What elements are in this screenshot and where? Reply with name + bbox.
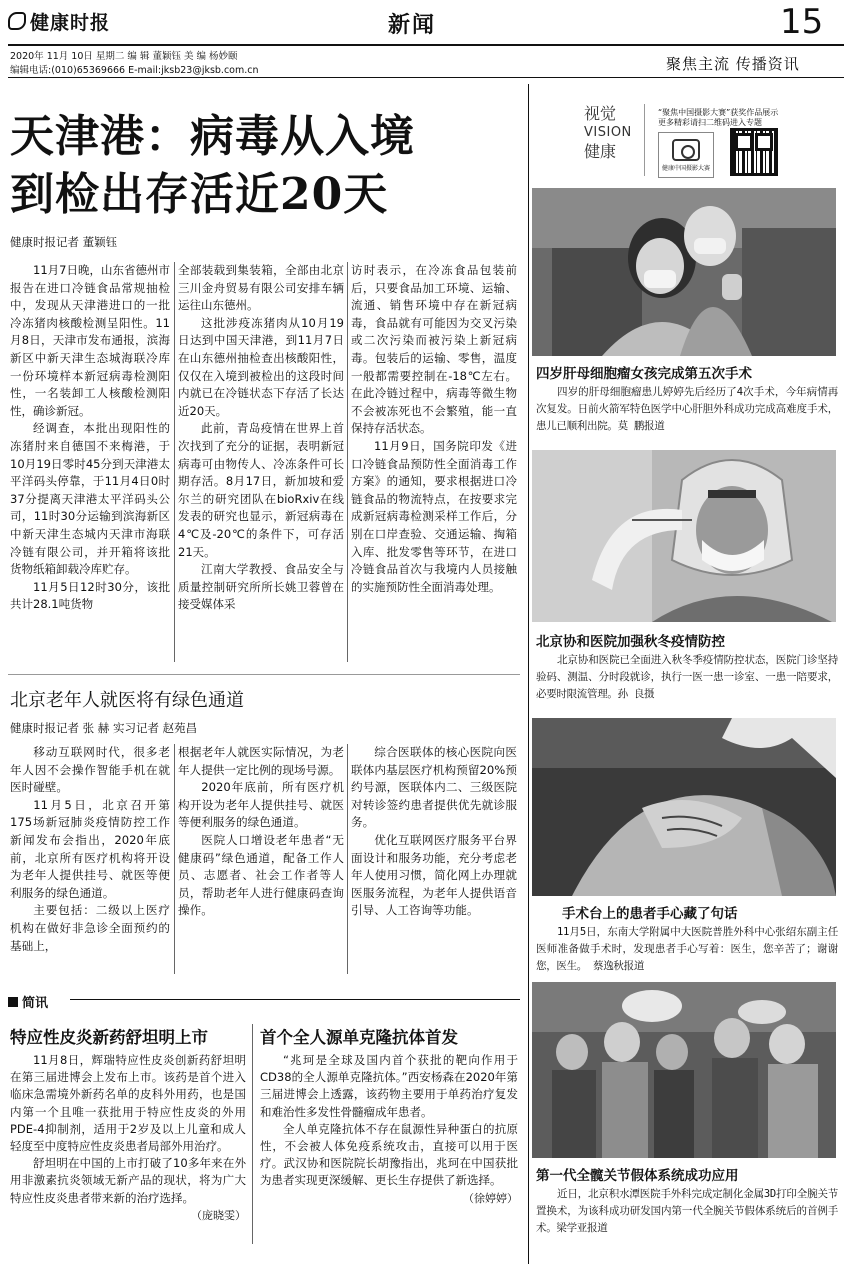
column-rule <box>347 744 348 974</box>
lead-column-2 <box>178 262 344 614</box>
masthead-logo <box>8 6 138 36</box>
section-name: 新闻 <box>388 12 437 38</box>
photo1-text: 四岁的肝母细胞瘤患儿婷婷先后经历了4次手术，今年病情再次复发。日前火箭军特色医学中心肝胆外科成功完成高难度手术，患儿已顺利出院。莫 鹏报道 <box>536 386 838 432</box>
lead-col2-para: 全部装载到集装箱，全部由北京三川金舟贸易有限公司安排车辆运往山东德州。 <box>178 263 344 313</box>
page-number: 15 <box>780 2 824 42</box>
photo-surgery-team-image <box>532 982 836 1158</box>
square-bullet-icon <box>8 997 18 1007</box>
sub-rule <box>8 77 844 78</box>
second-column-2 <box>178 744 344 920</box>
second-col1-para: 移动互联网时代，很多老年人因不会操作智能手机在就医时碰壁。 <box>10 745 170 795</box>
column-rule <box>347 262 348 662</box>
lead-byline: 健康时报记者 董颖钰 <box>10 235 118 249</box>
column-rule <box>174 744 175 974</box>
vision-divider <box>644 104 645 176</box>
brief-right-para: 全人单克隆抗体不存在鼠源性异种蛋白的抗原性，不会被人体免疫系统攻击，直接可以用于医疗。武汉协和医院院长胡豫指出，兆珂在中国获批为患者实现更深缓解、更长生存提供了新选择。 <box>260 1121 518 1188</box>
brief-left-body <box>10 1052 246 1224</box>
photo-hand-note-image <box>532 718 836 896</box>
lead-headline-line2: 到检出存活近20天 <box>10 169 389 220</box>
second-col1-para: 11月5日，北京召开第175场新冠肺炎疫情防控工作新闻发布会指出，2020年底前，北京所有医疗机构将开设为老年人提供挂号、就医等便利服务的绿色通道。 <box>10 797 170 900</box>
logo-text: 健康时报 <box>30 11 111 34</box>
lead-col1-para: 经调查，本批出现阳性的冻猪肘来自德国不来梅港，于10月19日零时45分到天津港太平洋码头停靠，于11月4日0时37分提离天津港太平洋码头公司，11时30分运输到滨海新区中新天津生态城内天津市海联冷链有限公司，并开箱将该批货物纸箱卸载冷库贮存。 <box>10 421 170 577</box>
column-divider <box>528 84 529 1264</box>
vision-label <box>584 104 634 161</box>
brief-left-credit: （庞晓雯） <box>191 1208 246 1222</box>
column-rule <box>174 262 175 662</box>
vision-caption-line1: “聚焦中国摄影大赛”获奖作品展示 <box>658 108 779 117</box>
camera-icon <box>672 139 700 161</box>
vision-caption <box>658 108 778 128</box>
photo3-title: 手术台上的患者手心藏了句话 <box>562 906 738 922</box>
vision-label-cn2: 健康 <box>584 142 617 161</box>
photo2-title: 北京协和医院加强秋冬疫情防控 <box>536 634 725 650</box>
lead-headline <box>10 108 515 224</box>
photo3-text: 11月5日，东南大学附属中大医院普胜外科中心张绍东副主任医师准备做手术时，发现患者手心写着：医生，您辛苦了；谢谢您，医生。 蔡逸秋报道 <box>536 926 838 972</box>
contest-logo <box>658 132 714 178</box>
brief-right-credit: （徐婷婷） <box>463 1191 518 1205</box>
photo-surgery-team <box>532 982 836 1158</box>
second-column-3 <box>351 744 517 920</box>
photo-swab-test-image <box>532 450 836 622</box>
vision-caption-line2: 更多精彩请扫二维码进入专题 <box>658 118 762 127</box>
photo-girl-and-mother-image <box>532 188 836 356</box>
briefs-label-text: 简讯 <box>22 996 49 1011</box>
lead-col1-para: 11月7日晚，山东省德州市报告在进口冷链食品常规抽检中，发现从天津港进口的一批冷冻猪肉核酸检测呈阳性。11月8日，天津市发布通报，滨海新区中新天津生态城海联冷库一份环境样本新冠病毒检测阳性，一名装卸工人核酸检测阳性，确诊新冠。 <box>10 263 170 418</box>
slogan: 聚焦主流 传播资讯 <box>666 55 800 73</box>
story-separator <box>8 674 520 675</box>
vision-label-cn1: 视觉 <box>584 104 617 123</box>
lead-col2-para: 江南大学教授、食品安全与质量控制研究所所长姚卫蓉曾在接受媒体采 <box>178 562 344 612</box>
briefs-label <box>8 992 48 1011</box>
lead-col3-para: 访时表示，在冷冻食品包装前后，只要食品加工环境、运输、流通、销售环境中存在新冠病毒，食品就有可能因为交叉污染或二次污染而被污染上新冠病毒。包装后的运输、零售，温度一般都需要控制在-18℃左右。在此冷链过程中，病毒等微生物不会被冻死也不会繁殖，能一直保持存活状态。 <box>351 263 517 436</box>
lead-col2-para: 此前，青岛疫情在世界上首次找到了充分的证据，表明新冠病毒可由物传人、冷冻条件可长期存活。8月17日，新加坡和爱尔兰的研究团队在bioRxiv在线发表的研究也显示，新冠病毒在4℃及-20℃的条件下，可存活21天。 <box>178 421 344 559</box>
brief-left-para: 11月8日，辉瑞特应性皮炎创新药舒坦明在第三届进博会上发布上市。该药是首个进入临床急需境外新药名单的皮科外用药，也是国内第一个且唯一获批用于特应性皮炎的外用PDE-4抑制剂，适用于2岁及以上儿童和成人轻度至中度特应性皮炎患者局部外用治疗。 <box>10 1053 246 1154</box>
lead-col2-para: 这批涉疫冻猪肉从10月19日达到中国天津港，到11月7日在山东德州抽检查出核酸阳性，仅仅在入境到被检出的这段时间内就已在冷链状态下存活了长达近20天。 <box>178 315 344 418</box>
brief-right-title: 首个全人源单克隆抗体首发 <box>260 1028 458 1047</box>
contest-logo-text: 健康中国摄影大赛 <box>661 164 710 172</box>
photo4-text: 近日，北京积水潭医院手外科完成定制化金属3D打印全腕关节置换术，为该科成功研发国内第一代全腕关节假体系统后的首例手术。梁学亚报道 <box>536 1188 838 1234</box>
second-column-1 <box>10 744 170 955</box>
vision-label-en: VISION <box>584 125 632 140</box>
brief-right-para: “兆珂是全球及国内首个获批的靶向作用于CD38的全人源单克隆抗体。”西安杨森在2020年第三届进博会上透露，该药物主要用于单药治疗复发和难治性多发性骨髓瘤成年患者。 <box>260 1053 518 1119</box>
photo-swab-test <box>532 450 836 622</box>
lead-column-3 <box>351 262 517 596</box>
second-col2-para: 医院人口增设老年患者“无健康码”绿色通道，配备工作人员、志愿者、社会工作者等人员，帮助老年人进行健康码查询操作。 <box>178 832 344 918</box>
brief-left-title: 特应性皮炎新药舒坦明上市 <box>10 1028 208 1047</box>
lead-headline-line1: 天津港：病毒从入境 <box>10 111 415 162</box>
briefs-rule <box>70 999 520 1000</box>
qr-code-icon[interactable] <box>730 128 778 176</box>
contact-meta: 编辑电话:(010)65369666 E-mail:jksb23@jksb.com.cn <box>10 65 259 76</box>
photo-hand-note <box>532 718 836 896</box>
lead-column-1 <box>10 262 170 614</box>
logo-mark-icon <box>8 12 26 30</box>
photo1-title: 四岁肝母细胞瘤女孩完成第五次手术 <box>536 366 752 382</box>
second-col2-para: 根据老年人就医实际情况，为老年人提供一定比例的现场号源。 <box>178 745 344 777</box>
second-headline: 北京老年人就医将有绿色通道 <box>10 690 244 711</box>
lead-col3-para: 11月9日，国务院印发《进口冷链食品预防性全面消毒工作方案》的通知，要求根据进口冷链食品的物流特点，在按要求完成新冠病毒检测采样工作后，分别在口岸查验、交通运输、掏箱入库、批发零售等环节，在进口冷链食品首次与我境内人员接触的实施预防性全面消毒处理。 <box>351 438 517 594</box>
top-rule <box>8 44 844 46</box>
photo4-title: 第一代全髋关节假体系统成功应用 <box>536 1168 739 1184</box>
brief-right-body <box>260 1052 518 1207</box>
second-col1-para: 主要包括：二级以上医疗机构在做好非急诊全面预约的基础上， <box>10 903 170 953</box>
photo-girl-and-mother <box>532 188 836 356</box>
second-col3-para: 优化互联网医疗服务平台界面设计和服务功能，充分考虑老年人使用习惯，简化网上办理就医服务流程，为老年人提供语音引导、人工咨询等功能。 <box>351 832 517 918</box>
photo2-text: 北京协和医院已全面进入秋冬季疫情防控状态，医院门诊坚持验码、测温、分时段就诊，执行一医一患一诊室、一患一陪要求，必要时限流管理。孙 良摄 <box>536 654 838 700</box>
second-byline: 健康时报记者 张 赫 实习记者 赵苑昌 <box>10 721 198 735</box>
brief-left-para: 舒坦明在中国的上市打破了10多年来在外用非激素抗炎领域无新产品的现状，将为广大特应性皮炎患者带来新的治疗选择。 <box>10 1156 246 1205</box>
second-col3-para: 综合医联体的核心医院向医联体内基层医疗机构预留20%预约号源，医联体内二、三级医院对转诊签约患者提供优先就诊服务。 <box>351 745 517 830</box>
column-rule <box>252 1024 253 1244</box>
issue-meta: 2020年 11月 10日 星期二 编 辑 董颖钰 美 编 杨妙颐 <box>10 51 238 62</box>
lead-col1-para: 11月5日12时30分，该批共计28.1吨货物 <box>10 579 170 612</box>
second-col2-para: 2020年底前，所有医疗机构开设为老年人提供挂号、就医等便利服务的绿色通道。 <box>178 780 344 830</box>
